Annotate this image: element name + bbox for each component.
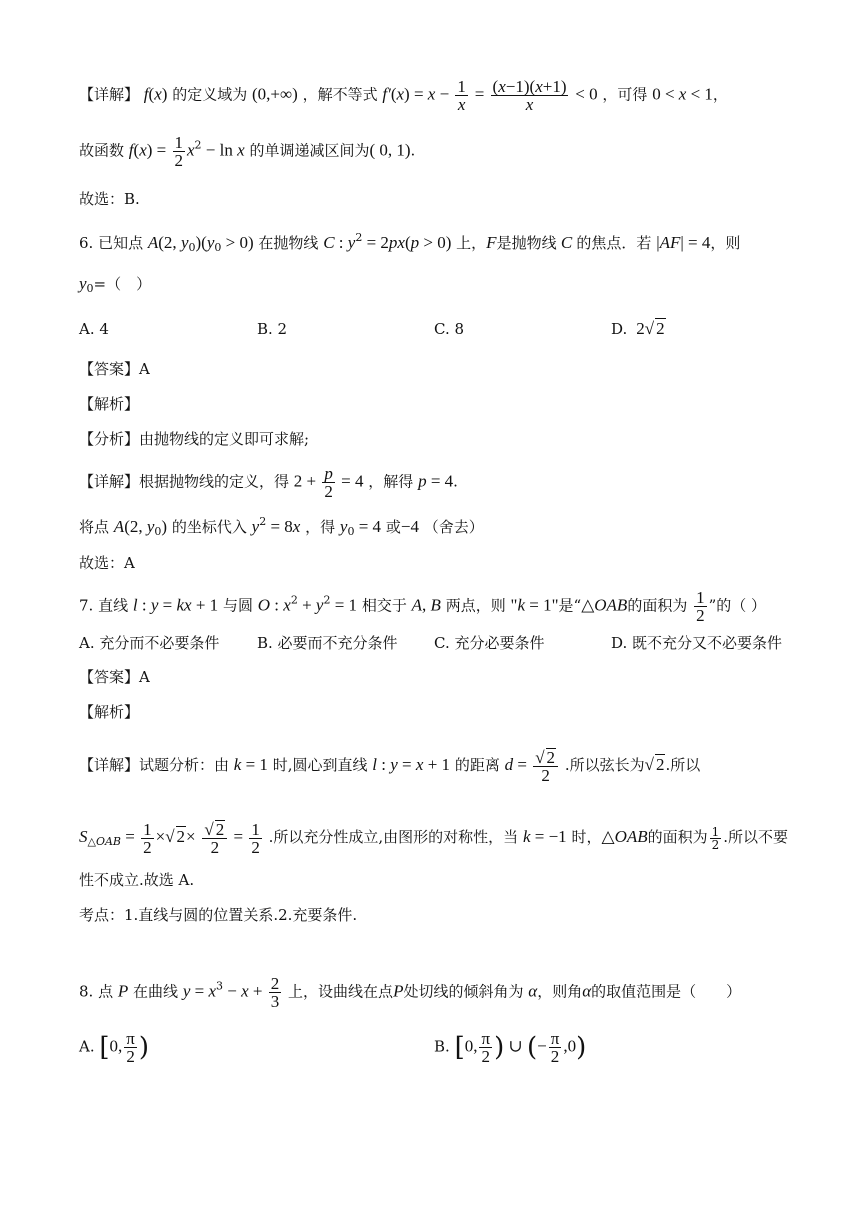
fraction: $\frac{1}{2}$ [251,819,260,857]
formula: △OAB [581,595,628,615]
formula: −4 [400,517,419,536]
q6-choose: 故选：A [79,554,135,572]
text: ，可得 [602,85,648,104]
q8-stem: 8. 点 P 在曲线 $y = x^3 - x$ + $\frac{2}{3}$ 上，设曲线在点P处切线的倾斜角为 α，则角α的取值范围是（ ） [79,974,742,1011]
formula: y [182,981,191,1001]
formula: k [233,755,242,774]
text: 相交于 [361,596,407,615]
text: 的坐标代入 [171,518,247,536]
text: ，则角 [537,982,583,1001]
formula: f [128,140,134,160]
text: ，则 [710,234,741,252]
text: 是抛物线 [496,234,557,252]
formula: 0, [109,1036,123,1056]
text: 上，设曲线在点 [288,982,394,1001]
formula: l [372,755,378,774]
q6-detail: 【详解】根据抛物线的定义，得 2 + $\frac{p}{2}$ = 4 ，解得 p = 4. [79,464,458,501]
q7-analysis: 【解析】 [79,703,140,721]
formula: 0, [464,1036,478,1056]
text: ，解不等式 [302,85,378,104]
formula: p [418,471,427,491]
formula: y [79,274,87,293]
q7-option-c: C. 充分必要条件 [434,634,545,652]
fraction: $\frac{2}{3}$ [270,974,280,1011]
text: =（ ） [93,275,152,293]
formula: A [411,595,423,615]
formula: A [147,233,159,252]
fraction: $\frac{1}{2}$ [174,133,183,170]
q7-option-a: A. 充分而不必要条件 [79,634,220,652]
formula: α [582,981,592,1001]
formula: O [257,595,271,615]
text: 两点，则 [445,596,506,615]
q6-stem: 6. 已知点 A(2, $y_0)(y_0 > 0)$ 在抛物线 C : $y^2 = 2px(p > 0)$ 上，F是抛物线 C 的焦点．若 |AF| = 4，则 [79,231,741,254]
formula: |AF| = 4 [656,233,711,252]
formula: l [132,595,138,615]
text: 【详解】根据抛物线的定义，得 [79,472,290,491]
text: 的定义域为 [172,85,248,104]
text: ，解得 [368,472,414,491]
formula: F [486,233,497,252]
q7-answer: 【答案】A [79,668,150,686]
q6-option-d [611,318,666,339]
q6-analysis: 【解析】 [79,395,140,413]
text: .所以 [665,756,701,774]
q7-detail: 【详解】试题分析：由 k = 1 时,圆心到直线 l : y = x + 1 的距离 d = $\frac{√ 2}{2}$ .所以弦长为√ 2.所以 [79,748,701,785]
option-label: A. [79,1037,95,1056]
fraction: $\frac{1}{2}$ [696,588,705,625]
formula: k [522,827,531,846]
fraction: $\frac{\pi}{2}$ [550,1029,560,1066]
fraction: $\frac{√ 2}{2}$ [202,820,227,856]
text: 上， [456,234,487,252]
formula: √ 2 [644,755,665,774]
text: 故函数 [79,141,125,160]
q7-detail2: $S_{\triangle OAB}$ = $\frac{1}{2}$ ×√ 2× $\frac{√ 2}{2}$ = $\frac{1}{2}$ .所以充分性成立,由图形的对称性，当 k = −1 时，△OAB的面积为 $\frac{1}{2}$ .所以不要 [79,819,789,857]
text: .所以弦长为 [564,756,645,774]
formula: C [556,233,577,252]
q6-option-a: A. 4 [79,320,109,338]
formula: y [339,517,348,536]
q6-detail2: 将点 A(2, $y_0$) 的坐标代入 $y^2 = 8x$ ，得 $y_0 = 4$ 或−4 （舍去） [79,515,484,538]
q7-stem: 7. 直线 l : y = kx + 1 与圆 O : $x^2 + y^2 = 1$ 相交于 A, B 两点，则 "k = 1"是“△OAB的面积为 $\frac{1}{2}$ ”的（ ） [79,588,767,625]
text: 的距离 [454,756,500,774]
text: 时,圆心到直线 [272,756,368,774]
fraction: $\frac{√ 2}{2}$ [533,748,558,784]
text: 的焦点．若 [576,234,652,252]
formula: P [393,981,404,1001]
text: ， [712,85,728,104]
question-number: 6. 已知点 [79,234,144,252]
fraction: $\frac{1}{x}$ [457,77,466,114]
text: （舍去） [423,518,484,536]
text: ，得 [305,518,336,536]
text: 在曲线 [133,982,179,1001]
formula: α [528,981,538,1001]
text: 与圆 [222,596,253,615]
text: 的取值范围是（ ） [591,982,742,1001]
text: 时， [571,828,602,846]
q5-detail-line2: 故函数 f(x) = $\frac{1}{2}$ $x^2 - \ln x$ 的单调递减区间为( 0, 1). [79,133,416,170]
text: 在抛物线 [258,234,319,252]
fraction: $\frac{\pi}{2}$ [481,1029,491,1066]
formula: f′ [382,84,391,104]
formula: y [251,517,260,536]
q6-answer: 【答案】A [79,360,150,378]
fraction: $\frac{1}{2}$ [143,819,152,857]
text: .所以不要 [723,828,789,846]
text: 的面积为 [647,828,708,846]
text: 【详解】试题分析：由 [79,756,230,774]
formula: (0,+∞) [252,84,298,104]
q6-option-b: B. 2 [257,320,288,338]
fraction: $\frac{1}{2}$ [711,824,720,852]
text: . [410,141,416,160]
q5-detail-line: 【详解】 f(x) 的定义域为 (0,+∞) ，解不等式 f′(x) = x − $\frac{1}{x}$ = $\frac{(x-1)(x+1)}{x}$ < 0 ，可得 0 < x < 1， [79,77,728,114]
q6-option-c: C. 8 [434,320,465,338]
formula: C [323,233,335,252]
text: 将点 [79,518,110,536]
formula: P [117,981,129,1001]
option-label: B. [434,1037,450,1056]
q8-option-a: A. [0, $\frac{\pi}{2}$ ) [79,1029,150,1066]
fraction: $\frac{\pi}{2}$ [126,1029,135,1066]
detail-tag: 【详解】 [79,85,140,104]
q7-option-d: D. 既不充分又不必要条件 [611,634,783,652]
question-number: 8. 点 [79,982,114,1001]
text: .所以充分性成立,由图形的对称性，当 [268,828,519,846]
q6-analysis2: 【分析】由抛物线的定义即可求解; [79,430,310,448]
text: . [453,472,458,491]
formula: f [143,84,149,104]
text: 是“ [558,596,582,615]
question-number: 7. 直线 [79,596,129,615]
q8-option-b: B. [0, $\frac{\pi}{2}$ ) ∪ (− $\frac{\pi}{2}$ ,0) [434,1029,587,1066]
q5-answer: 故选：B. [79,190,140,208]
fraction: $\frac{(x-1)(x+1)}{x}$ [492,77,567,114]
q7-detail3: 性不成立.故选 A. [79,871,195,889]
option-label: D. [611,320,628,338]
text: 的单调递减区间为 [249,141,370,160]
fraction: $\frac{p}{2}$ [324,464,333,501]
q6-stem2: $y_0=$（ ） [79,274,152,295]
formula: ( 0, 1) [369,140,411,160]
formula: 2√ 2 [632,319,665,338]
q7-option-b: B. 必要而不充分条件 [257,634,398,652]
formula: d [504,755,514,774]
text: ”的（ ） [708,596,767,615]
formula: "k = 1" [510,595,559,615]
text: 处切线的倾斜角为 [403,982,524,1001]
q7-note: 考点：1.直线与圆的位置关系.2.充要条件. [79,906,358,924]
text: 或 [385,518,401,536]
formula: A [113,517,125,536]
formula: 2 + [293,471,321,491]
text: 的面积为 [627,596,688,615]
formula: S [79,827,88,846]
formula: 0 < x < 1 [652,84,713,104]
formula: △OAB [601,827,648,846]
